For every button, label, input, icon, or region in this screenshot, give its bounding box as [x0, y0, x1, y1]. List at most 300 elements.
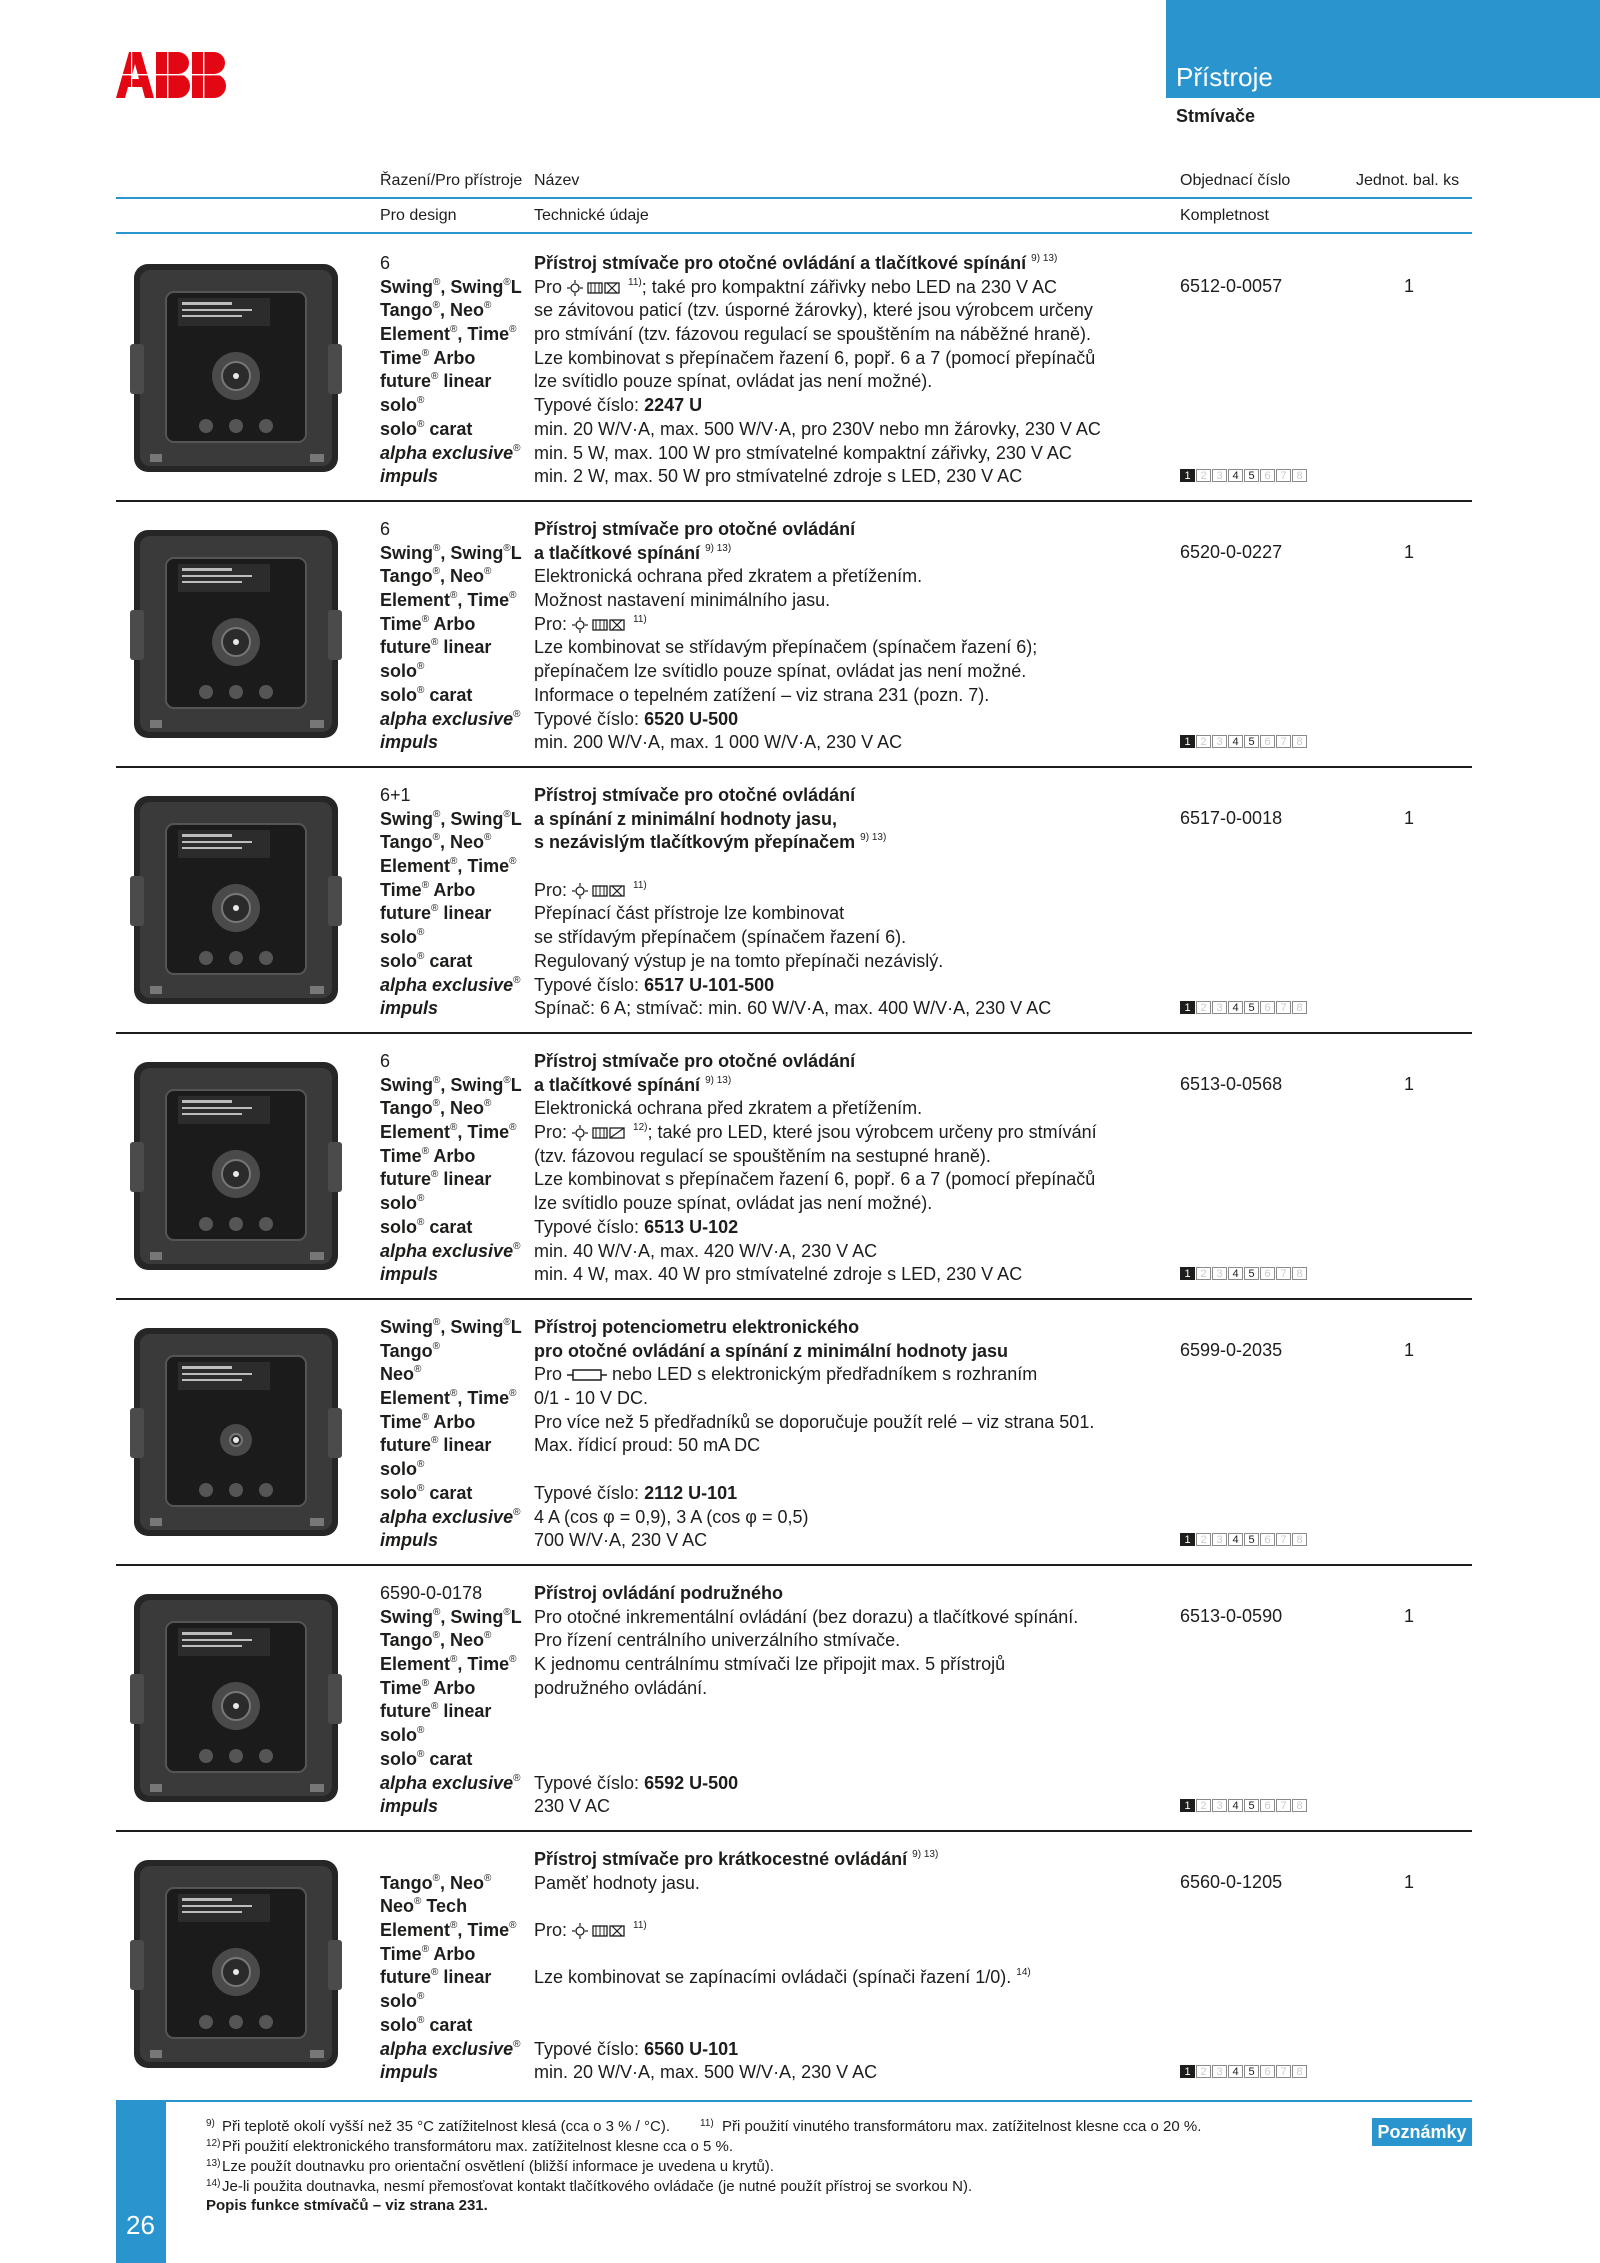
- order-number: 6517-0-0018: [1180, 807, 1283, 828]
- design-list: [380, 518, 522, 755]
- footnote-ref: ®: [503, 276, 511, 288]
- design-name: solo: [380, 927, 418, 948]
- product-title: [534, 1848, 1174, 1872]
- design-name: solo: [380, 1482, 418, 1503]
- spec-text: Možnost nastavení minimálního jasu.: [534, 590, 831, 611]
- design-line: [380, 418, 522, 442]
- spec-line: [534, 950, 1174, 974]
- type-number: 6520 U-500: [644, 708, 739, 729]
- footnote-ref: ®: [509, 1122, 517, 1134]
- footnote-ref: ®: [450, 1388, 458, 1400]
- series-box-3: 3: [1212, 1533, 1227, 1546]
- spec-line: [534, 542, 1174, 566]
- design-line: [380, 1411, 522, 1435]
- order-number: 6520-0-0227: [1180, 541, 1283, 562]
- design-name-tail: , Time: [457, 1388, 510, 1409]
- footnote-ref: ®: [417, 1991, 425, 2003]
- footnote-ref: ®: [513, 1240, 521, 1252]
- product-divider: [116, 1298, 1472, 1300]
- type-number: 6592 U-500: [644, 1772, 739, 1793]
- spec-text: Pro řízení centrálního univerzálního stmívače.: [534, 1630, 901, 1651]
- design-name: Element: [380, 590, 451, 611]
- design-line: [380, 1434, 522, 1458]
- series-box-1: 1: [1180, 1799, 1195, 1812]
- design-line: [380, 2061, 520, 2085]
- spec-line: [534, 589, 1174, 613]
- spec-text: Spínač: 6 A; stmívač: min. 60 W/V·A, max. 400 W/V·A, 230 V AC: [534, 998, 1052, 1019]
- series-box-1: 1: [1180, 1533, 1195, 1546]
- footnote-ref: ®: [450, 1122, 458, 1134]
- footnote-ref: ®: [431, 1169, 439, 1181]
- pack-quantity: 1: [1404, 1871, 1415, 1892]
- type-number: 2112 U-101: [644, 1482, 738, 1503]
- design-line: [380, 613, 522, 637]
- spec-text: Typové číslo:: [534, 395, 645, 416]
- design-name-tail: linear: [438, 1967, 492, 1988]
- product-title-text: Přístroj stmívače pro otočné ovládání a tlačítkové spínání: [534, 253, 1027, 273]
- design-name-tail: , Swing: [440, 542, 504, 563]
- design-name-tail: carat: [424, 1216, 473, 1237]
- design-name-tail: L: [510, 1317, 522, 1337]
- footnote-ref: 9) 13): [705, 542, 732, 554]
- design-name-tail: L: [510, 276, 522, 297]
- design-name-tail: carat: [424, 950, 473, 971]
- design-line: [380, 1748, 522, 1772]
- design-line: [380, 1506, 522, 1530]
- design-name-tail: linear: [438, 1701, 492, 1722]
- design-line: [380, 1340, 522, 1364]
- order-number: 6512-0-0057: [1180, 275, 1283, 296]
- spec-line: [534, 1772, 1174, 1796]
- product-description: [534, 1050, 1174, 1287]
- design-line: [380, 1074, 522, 1098]
- spec-text: Lze kombinovat se střídavým přepínačem (spínačem řazení 6);: [534, 637, 1038, 658]
- footnote-mark: 12): [206, 2138, 221, 2149]
- spec-text: podružného ovládání.: [534, 1677, 708, 1698]
- design-line: [380, 808, 522, 832]
- footnote-ref: ®: [431, 371, 439, 383]
- design-name-tail: linear: [438, 1169, 492, 1190]
- product-divider: [116, 1830, 1472, 1832]
- footnote-ref: ®: [431, 637, 439, 649]
- design-name-tail: carat: [424, 418, 473, 439]
- spec-text: ; také pro LED, které jsou výrobcem určeny pro stmívání: [647, 1122, 1097, 1143]
- design-line: [380, 589, 522, 613]
- footnote-ref: ®: [509, 324, 517, 336]
- design-name-tail: L: [510, 808, 522, 829]
- series-box-7: 7: [1276, 469, 1291, 482]
- design-name-tail: , Time: [457, 1654, 510, 1675]
- product-title: [534, 1582, 1174, 1606]
- spec-text: Typové číslo:: [534, 1772, 645, 1793]
- spec-line: [534, 855, 1174, 879]
- series-box-2: 2: [1196, 1001, 1211, 1014]
- spec-line: [534, 1629, 1174, 1653]
- design-name: impuls: [380, 1530, 439, 1551]
- design-name: solo: [380, 1725, 418, 1746]
- footnote-ref: ®: [417, 395, 425, 407]
- footnote-ref: ®: [433, 542, 441, 554]
- design-line: [380, 1050, 522, 1074]
- spec-text: Max. řídicí proud: 50 mA DC: [534, 1435, 761, 1456]
- design-name: Element: [380, 856, 451, 877]
- series-compatibility: [1180, 1533, 1308, 1546]
- spec-text: min. 20 W/V·A, max. 500 W/V·A, pro 230V nebo mn žárovky, 230 V AC: [534, 418, 1101, 439]
- design-line: [380, 636, 522, 660]
- footnote-ref: 9) 13): [1031, 253, 1058, 264]
- series-box-1: 1: [1180, 735, 1195, 748]
- design-name: alpha exclusive: [380, 2038, 514, 2059]
- spec-line: [534, 442, 1174, 466]
- spec-line: [534, 1529, 1174, 1553]
- design-name-tail: , Swing: [440, 276, 504, 297]
- series-box-3: 3: [1212, 1267, 1227, 1280]
- design-name: impuls: [380, 732, 439, 753]
- lamp-types-icon: [572, 1923, 628, 1939]
- design-line: [380, 1606, 522, 1630]
- footnote-text: Při použití elektronického transformátoru max. zatížitelnost klesne cca o 5 %.: [222, 2138, 734, 2155]
- design-name-tail: , Neo: [440, 832, 485, 853]
- design-name: future: [380, 903, 431, 924]
- design-name: impuls: [380, 1796, 439, 1817]
- footnote-ref: ®: [513, 1772, 521, 1784]
- design-name-tail: , Time: [457, 1122, 510, 1143]
- design-line: [380, 252, 522, 276]
- series-box-1: 1: [1180, 2065, 1195, 2078]
- design-line: [380, 1919, 520, 1943]
- design-name-tail: , Neo: [440, 1872, 485, 1893]
- design-name-tail: carat: [424, 1482, 473, 1503]
- footnote-ref: ®: [421, 1943, 430, 1955]
- lamp-types-icon: [567, 280, 623, 296]
- design-line: [380, 997, 522, 1021]
- col-header-order: Objednací číslo: [1180, 172, 1291, 189]
- design-name-tail: Arbo: [429, 1145, 476, 1166]
- design-name: solo: [380, 1748, 418, 1769]
- spec-line: [534, 1795, 1174, 1819]
- col-header-name: Název: [534, 172, 580, 189]
- product-title: [534, 784, 1174, 808]
- series-box-6: 6: [1260, 1267, 1275, 1280]
- series-box-1: 1: [1180, 1267, 1195, 1280]
- series-box-6: 6: [1260, 1533, 1275, 1546]
- footnote-ref: ®: [432, 1630, 441, 1642]
- spec-text: pro stmívání (tzv. fázovou regulací se spouštěním na náběžné hraně).: [534, 324, 1091, 345]
- design-name: Time: [380, 1145, 422, 1166]
- order-number: 6513-0-0590: [1180, 1605, 1283, 1626]
- footnote-ref: ®: [417, 1748, 425, 1760]
- col-header-tech: Technické údaje: [534, 207, 649, 224]
- footnote-ref: ®: [503, 1606, 511, 1618]
- design-line: [380, 902, 522, 926]
- design-name: solo: [380, 950, 418, 971]
- design-name-tail: carat: [424, 684, 473, 705]
- design-name-tail: Arbo: [429, 613, 476, 634]
- design-name: Element: [380, 1122, 451, 1143]
- series-box-5: 5: [1244, 1799, 1259, 1812]
- type-number: 6517 U-101-500: [644, 974, 775, 995]
- spec-line: [534, 831, 1174, 855]
- product-title-text: Přístroj stmívače pro otočné ovládání: [534, 519, 856, 539]
- design-name-tail: linear: [438, 637, 492, 658]
- product-title-text: Přístroj ovládání podružného: [534, 1583, 784, 1603]
- series-compatibility: [1180, 1267, 1308, 1280]
- footnote-ref: ®: [450, 856, 458, 868]
- design-name: alpha exclusive: [380, 442, 514, 463]
- spec-line: [534, 1168, 1174, 1192]
- design-name: 6+1: [380, 785, 411, 805]
- design-line: [380, 394, 522, 418]
- footnote-ref: ®: [414, 1896, 422, 1908]
- series-box-1: 1: [1180, 469, 1195, 482]
- spec-line: [534, 276, 1174, 300]
- spec-line: [534, 1097, 1174, 1121]
- spec-line: [534, 1943, 1174, 1967]
- design-list: [380, 1050, 522, 1287]
- spec-line: [534, 347, 1174, 371]
- series-box-8: 8: [1292, 2065, 1307, 2078]
- spec-text: nebo LED s elektronickým předřadníkem s rozhraním: [607, 1364, 1038, 1385]
- design-name: solo: [380, 1991, 418, 2012]
- series-box-8: 8: [1292, 469, 1307, 482]
- design-name: future: [380, 371, 431, 392]
- design-name: impuls: [380, 998, 439, 1019]
- product-title-text: Přístroj stmívače pro otočné ovládání: [534, 1051, 856, 1071]
- spec-line: [534, 974, 1174, 998]
- design-line: [380, 1097, 522, 1121]
- product-title-text: a tlačítkové spínání: [534, 1074, 701, 1095]
- design-name: 6: [380, 253, 391, 273]
- footnote-ref: 11): [633, 613, 647, 625]
- design-name: alpha exclusive: [380, 1506, 514, 1527]
- footnote-ref: ®: [513, 2038, 521, 2050]
- spec-text: se závitovou paticí (tzv. úsporné žárovky), které jsou výrobcem určeny: [534, 300, 1093, 321]
- design-name: future: [380, 1701, 431, 1722]
- footnote-ref: ®: [433, 1074, 441, 1086]
- design-name: impuls: [380, 2062, 439, 2083]
- product-title: [534, 1316, 1174, 1340]
- series-box-7: 7: [1276, 735, 1291, 748]
- lamp-types-icon: [572, 1125, 628, 1141]
- series-box-4: 4: [1228, 2065, 1243, 2078]
- footnote-ref: ®: [421, 879, 430, 891]
- footnote-ref: ®: [513, 708, 521, 720]
- product-title-text: a spínání z minimální hodnoty jasu,: [534, 808, 838, 829]
- design-name-tail: L: [510, 542, 522, 563]
- product-description: [534, 1848, 1174, 2085]
- footnote-ref: ®: [484, 300, 492, 312]
- design-name: 6590-0-0178: [380, 1583, 483, 1603]
- spec-line: [534, 1748, 1174, 1772]
- footnote-ref: ®: [433, 1317, 441, 1328]
- design-line: [380, 347, 522, 371]
- design-name: Swing: [380, 1606, 433, 1627]
- footnote-ref: ®: [432, 1340, 441, 1352]
- spec-text: K jednomu centrálnímu stmívači lze připojit max. 5 přístrojů: [534, 1654, 1006, 1675]
- design-line: [380, 1943, 520, 1967]
- footnote-mark: 14): [206, 2178, 221, 2189]
- footnote-ref: 11): [633, 1920, 647, 1932]
- product-description: [534, 1316, 1174, 1553]
- spec-line: [534, 323, 1174, 347]
- series-box-3: 3: [1212, 1799, 1227, 1812]
- design-name: solo: [380, 1216, 418, 1237]
- design-name: future: [380, 1435, 431, 1456]
- spec-line: [534, 1216, 1174, 1240]
- spec-line: [534, 926, 1174, 950]
- spec-line: [534, 1145, 1174, 1169]
- footnote-ref: 14): [1016, 1967, 1031, 1979]
- spec-line: [534, 808, 1174, 832]
- footnote-ref: 9) 13): [705, 1074, 732, 1086]
- series-compatibility: [1180, 735, 1308, 748]
- series-box-6: 6: [1260, 735, 1275, 748]
- design-list: [380, 1848, 520, 2085]
- pack-quantity: 1: [1404, 807, 1415, 828]
- product-description: [534, 1582, 1174, 1819]
- spec-text: ; také pro kompaktní zářivky nebo LED na 230 V AC: [641, 276, 1057, 297]
- series-box-2: 2: [1196, 2065, 1211, 2078]
- series-box-4: 4: [1228, 1799, 1243, 1812]
- spec-line: [534, 1192, 1174, 1216]
- spec-line: [534, 879, 1174, 903]
- spec-line: [534, 1411, 1174, 1435]
- product-description: [534, 518, 1174, 755]
- header-divider-2: [116, 232, 1472, 234]
- design-name: Swing: [380, 276, 433, 297]
- product-divider: [116, 500, 1472, 502]
- design-line: [380, 1629, 522, 1653]
- design-name: solo: [380, 661, 418, 682]
- product-divider: [116, 1032, 1472, 1034]
- spec-line: [534, 708, 1174, 732]
- series-box-6: 6: [1260, 1799, 1275, 1812]
- footnote: [206, 2174, 972, 2197]
- spec-text: Lze kombinovat se zapínacími ovládači (spínači řazení 1/0).: [534, 1967, 1012, 1988]
- spec-text: Regulovaný výstup je na tomto přepínači nezávislý.: [534, 950, 944, 971]
- footnote-ref: ®: [417, 661, 425, 673]
- product-divider: [116, 1564, 1472, 1566]
- design-name: future: [380, 1967, 431, 1988]
- pack-quantity: 1: [1404, 1073, 1415, 1094]
- spec-text: přepínačem lze svítidlo pouze spínat, ovládat jas není možné.: [534, 661, 1027, 682]
- design-name: solo: [380, 1459, 418, 1480]
- series-box-6: 6: [1260, 1001, 1275, 1014]
- series-box-5: 5: [1244, 2065, 1259, 2078]
- design-line: [380, 1482, 522, 1506]
- design-name: Swing: [380, 808, 433, 829]
- spec-line: [534, 1919, 1174, 1943]
- spec-text: min. 5 W, max. 100 W pro stmívatelné kompaktní zářivky, 230 V AC: [534, 442, 1072, 463]
- spec-line: [534, 2014, 1174, 2038]
- design-line: [380, 442, 522, 466]
- series-box-3: 3: [1212, 1001, 1227, 1014]
- spec-line: [534, 1506, 1174, 1530]
- footnote-ref: ®: [417, 1193, 425, 1205]
- footnote-ref: 11): [633, 879, 647, 891]
- design-line: [380, 2038, 520, 2062]
- spec-text: lze svítidlo pouze spínat, ovládat jas není možné).: [534, 1193, 933, 1214]
- footnote-ref: ®: [431, 1701, 439, 1713]
- product-title-text: pro otočné ovládání a spínání z minimální hodnoty jasu: [534, 1340, 1009, 1361]
- design-name: Swing: [380, 542, 433, 563]
- spec-text: Typové číslo:: [534, 974, 645, 995]
- series-box-5: 5: [1244, 735, 1259, 748]
- footnote-ref: ®: [484, 566, 492, 578]
- design-line: [380, 1168, 522, 1192]
- series-box-4: 4: [1228, 735, 1243, 748]
- design-name: Swing: [380, 1074, 433, 1095]
- series-box-1: 1: [1180, 1001, 1195, 1014]
- pack-quantity: 1: [1404, 1605, 1415, 1626]
- spec-line: [534, 1482, 1174, 1506]
- design-name-tail: , Swing: [440, 808, 504, 829]
- pack-quantity: 1: [1404, 541, 1415, 562]
- footnote-ref: ®: [432, 1098, 441, 1110]
- footnote-ref: ®: [450, 1920, 458, 1932]
- spec-line: [534, 418, 1174, 442]
- product-title-text: Přístroj potenciometru elektronického: [534, 1317, 860, 1337]
- spec-line: [534, 1700, 1174, 1724]
- spec-line: [534, 2061, 1174, 2085]
- design-line: [380, 974, 522, 998]
- spec-text: Lze kombinovat s přepínačem řazení 6, popř. 6 a 7 (pomocí přepínačů: [534, 347, 1096, 368]
- series-box-7: 7: [1276, 1267, 1291, 1280]
- series-box-8: 8: [1292, 1267, 1307, 1280]
- series-box-6: 6: [1260, 2065, 1275, 2078]
- footnote-ref: ®: [431, 903, 439, 915]
- spec-line: [534, 1677, 1174, 1701]
- design-name: Swing: [380, 1317, 433, 1337]
- design-name-tail: , Time: [457, 1920, 510, 1941]
- design-name: Tango: [380, 832, 433, 853]
- series-box-4: 4: [1228, 1533, 1243, 1546]
- design-name-tail: Arbo: [429, 879, 476, 900]
- spec-line: [534, 902, 1174, 926]
- product-title-text: Přístroj stmívače pro krátkocestné ovládání: [534, 1849, 908, 1869]
- design-line: [380, 784, 522, 808]
- design-name: solo: [380, 684, 418, 705]
- design-name: Tango: [380, 1340, 433, 1361]
- design-name: solo: [380, 395, 418, 416]
- design-line: [380, 1145, 522, 1169]
- spec-prefix: Pro: [534, 1364, 568, 1385]
- footnote-ref: ®: [421, 1145, 430, 1157]
- design-name-tail: , Swing: [440, 1606, 504, 1627]
- series-box-8: 8: [1292, 1533, 1307, 1546]
- footnote-mark: 13): [206, 2158, 221, 2169]
- design-name-tail: , Neo: [440, 566, 485, 587]
- spec-line: [534, 1363, 1174, 1387]
- spec-text: Paměť hodnoty jasu.: [534, 1872, 700, 1893]
- footnote-ref: 9) 13): [860, 832, 887, 844]
- spec-line: [534, 1966, 1174, 1990]
- spec-text: Přepínací část přístroje lze kombinovat: [534, 903, 845, 924]
- design-name: Time: [380, 1943, 422, 1964]
- design-line: [380, 660, 522, 684]
- lamp-types-icon: [572, 883, 628, 899]
- product-description: [534, 784, 1174, 1021]
- design-name-tail: , Swing: [440, 1074, 504, 1095]
- footnote-ref: ®: [503, 808, 511, 820]
- footnote-ref: ®: [421, 1411, 430, 1423]
- order-number: 6560-0-1205: [1180, 1871, 1283, 1892]
- series-box-7: 7: [1276, 1001, 1291, 1014]
- design-line: [380, 1263, 522, 1287]
- design-line: [380, 1653, 522, 1677]
- design-name-tail: , Swing: [440, 1317, 504, 1337]
- design-line: [380, 1677, 522, 1701]
